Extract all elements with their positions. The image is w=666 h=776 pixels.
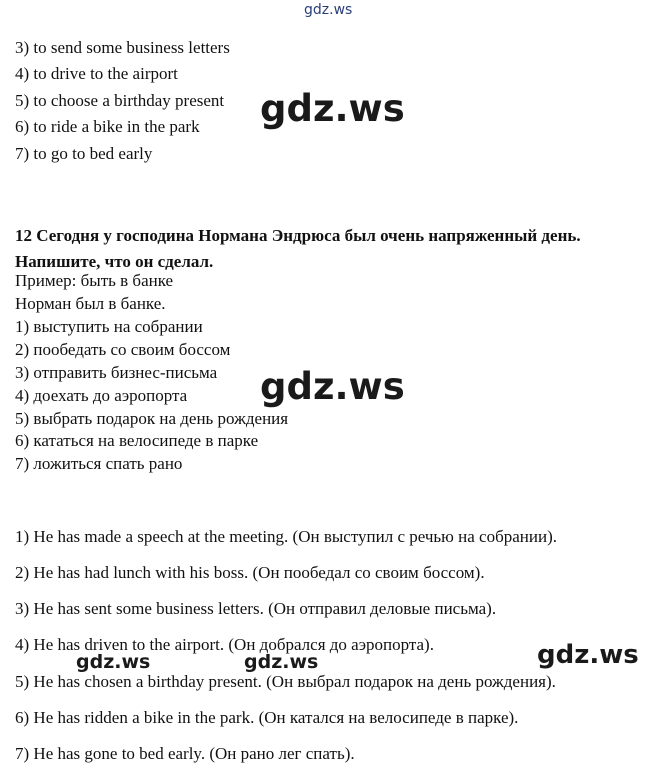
watermark-medium: gdz.ws — [537, 640, 639, 670]
exercise-item: 6) кататься на велосипеде в парке — [15, 431, 259, 450]
exercise-item: 3) отправить бизнес-письма — [15, 363, 218, 382]
exercise-heading: 12 Сегодня у господина Нормана Эндрюса был очень напряженный день. Напишите, что он сделал. — [15, 226, 581, 271]
answer-line: 2) He has had lunch with his boss. (Он пообедал со своим боссом). — [15, 563, 485, 582]
exercise-item: 1) выступить на собрании — [15, 317, 203, 336]
answer-line: 4) He has driven to the airport. (Он добрался до аэропорта). — [15, 635, 434, 654]
exercise-item: 2) пообедать со своим боссом — [15, 340, 231, 359]
watermark-large: gdz.ws — [260, 87, 405, 130]
answer-line: 6) He has ridden a bike in the park. (Он катался на велосипеде в парке). — [15, 708, 519, 727]
watermark-top: gdz.ws — [304, 2, 353, 18]
answer-line: 5) He has chosen a birthday present. (Он выбрал подарок на день рождения). — [15, 672, 556, 691]
example-label: Пример: быть в банке — [15, 271, 174, 290]
list-item: 7) to go to bed early — [15, 144, 153, 163]
exercise-item: 7) ложиться спать рано — [15, 454, 183, 473]
answer-line: 3) He has sent some business letters. (Он отправил деловые письма). — [15, 599, 497, 618]
list-item: 3) to send some business letters — [15, 38, 230, 57]
answer-line: 1) He has made a speech at the meeting. (Он выступил с речью на собрании). — [15, 527, 557, 546]
list-item: 4) to drive to the airport — [15, 64, 178, 83]
example-answer: Норман был в банке. — [15, 294, 166, 313]
exercise-item: 4) доехать до аэропорта — [15, 386, 188, 405]
list-item: 5) to choose a birthday present — [15, 91, 225, 110]
answer-line: 7) He has gone to bed early. (Он рано лег спать). — [15, 744, 355, 763]
watermark-large: gdz.ws — [260, 365, 405, 408]
watermark-small: gdz.ws — [76, 651, 151, 673]
exercise-item: 5) выбрать подарок на день рождения — [15, 409, 289, 428]
watermark-small: gdz.ws — [244, 651, 319, 673]
list-item: 6) to ride a bike in the park — [15, 117, 200, 136]
